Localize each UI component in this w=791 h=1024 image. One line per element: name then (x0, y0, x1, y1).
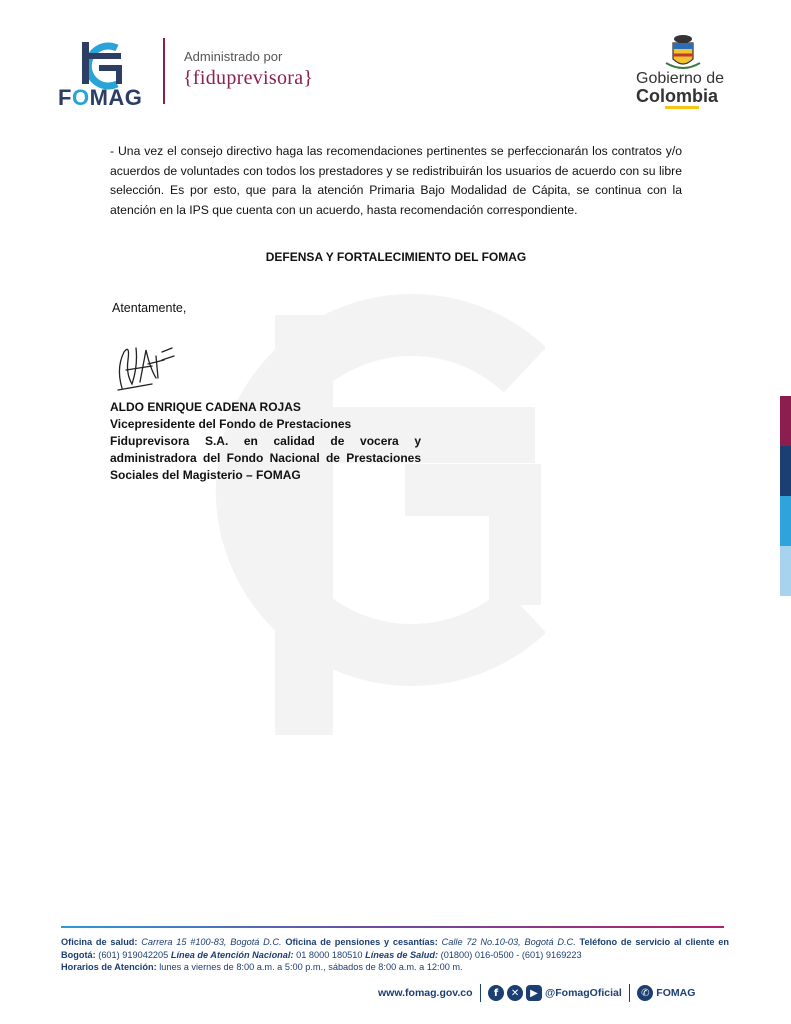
color-tab-navy (780, 446, 791, 496)
gobierno-line2: Colombia (636, 86, 719, 106)
social-handle[interactable]: @FomagOficial (545, 987, 622, 999)
website-link[interactable]: www.fomag.gov.co (378, 987, 473, 999)
footer-gradient-line (61, 926, 724, 928)
whatsapp-icon[interactable]: ✆ (637, 985, 653, 1001)
x-icon[interactable]: ✕ (507, 985, 523, 1001)
salutation: Atentamente, (112, 301, 187, 315)
handwritten-signature (112, 338, 184, 396)
facebook-icon[interactable]: f (488, 985, 504, 1001)
fomag-watermark-logo (205, 275, 545, 735)
administered-by-label: Administrado por (184, 49, 283, 64)
signer-block (110, 399, 421, 484)
closing-heading: DEFENSA Y FORTALECIMIENTO DEL FOMAG (265, 250, 527, 264)
whatsapp-label[interactable]: FOMAG (656, 987, 696, 999)
footer-contact-info: Oficina de salud: Carrera 15 #100-83, Bogotá D.C. Oficina de pensiones y cesantías: Calle 72 No.10-03, Bogotá D.C. Teléfono de servicio al cliente en Bogotá: (601) 919042205 Línea de Atención Nacional: 01 8000 180510 Líneas de Salud: (01800) 016-0500 - (601) 9169223 Horarios de Atención: lunes a viernes de 8:00 a.m. a 5:00 p.m., sábados de 8:00 a.m. a 12:00 m. (61, 937, 729, 973)
youtube-icon[interactable]: ▶ (526, 985, 542, 1001)
signer-title-line2: Fiduprevisora S.A. en calidad de vocera y (110, 434, 421, 448)
footer-separator (480, 984, 482, 1002)
header-divider (163, 38, 165, 104)
footer-separator (629, 984, 631, 1002)
color-tab-blue (780, 496, 791, 546)
fiduprevisora-logo: {fiduprevisora} (183, 67, 314, 89)
gobierno-underline (665, 106, 699, 109)
signer-title-line3: administradora del Fondo Nacional de Prestaciones (110, 451, 421, 465)
signer-title-line4: Sociales del Magisterio – FOMAG (110, 468, 301, 482)
signer-title-line1: Vicepresidente del Fondo de Prestaciones (110, 417, 352, 431)
fomag-wordmark: FOMAG (58, 85, 143, 110)
body-paragraph: - Una vez el consejo directivo haga las recomendaciones pertinentes se perfeccionarán los contratos y/o acuerdos de voluntades con todos los prestadores y se redistribuirán los usuarios de acuerdo con su libre selección. Es por esto, que para la atención Primaria Bajo Modalidad de Cápita, se continua con la atención en la IPS que cuenta con un acuerdo, hasta recomendación correspondiente. (110, 144, 682, 217)
footer-social-bar (378, 984, 695, 1002)
colombia-crest-icon (664, 33, 702, 73)
gobierno-line1: Gobierno de (636, 70, 725, 87)
signer-name: ALDO ENRIQUE CADENA ROJAS (110, 400, 301, 414)
color-tab-lightblue (780, 546, 791, 596)
color-tab-wine (780, 396, 791, 446)
